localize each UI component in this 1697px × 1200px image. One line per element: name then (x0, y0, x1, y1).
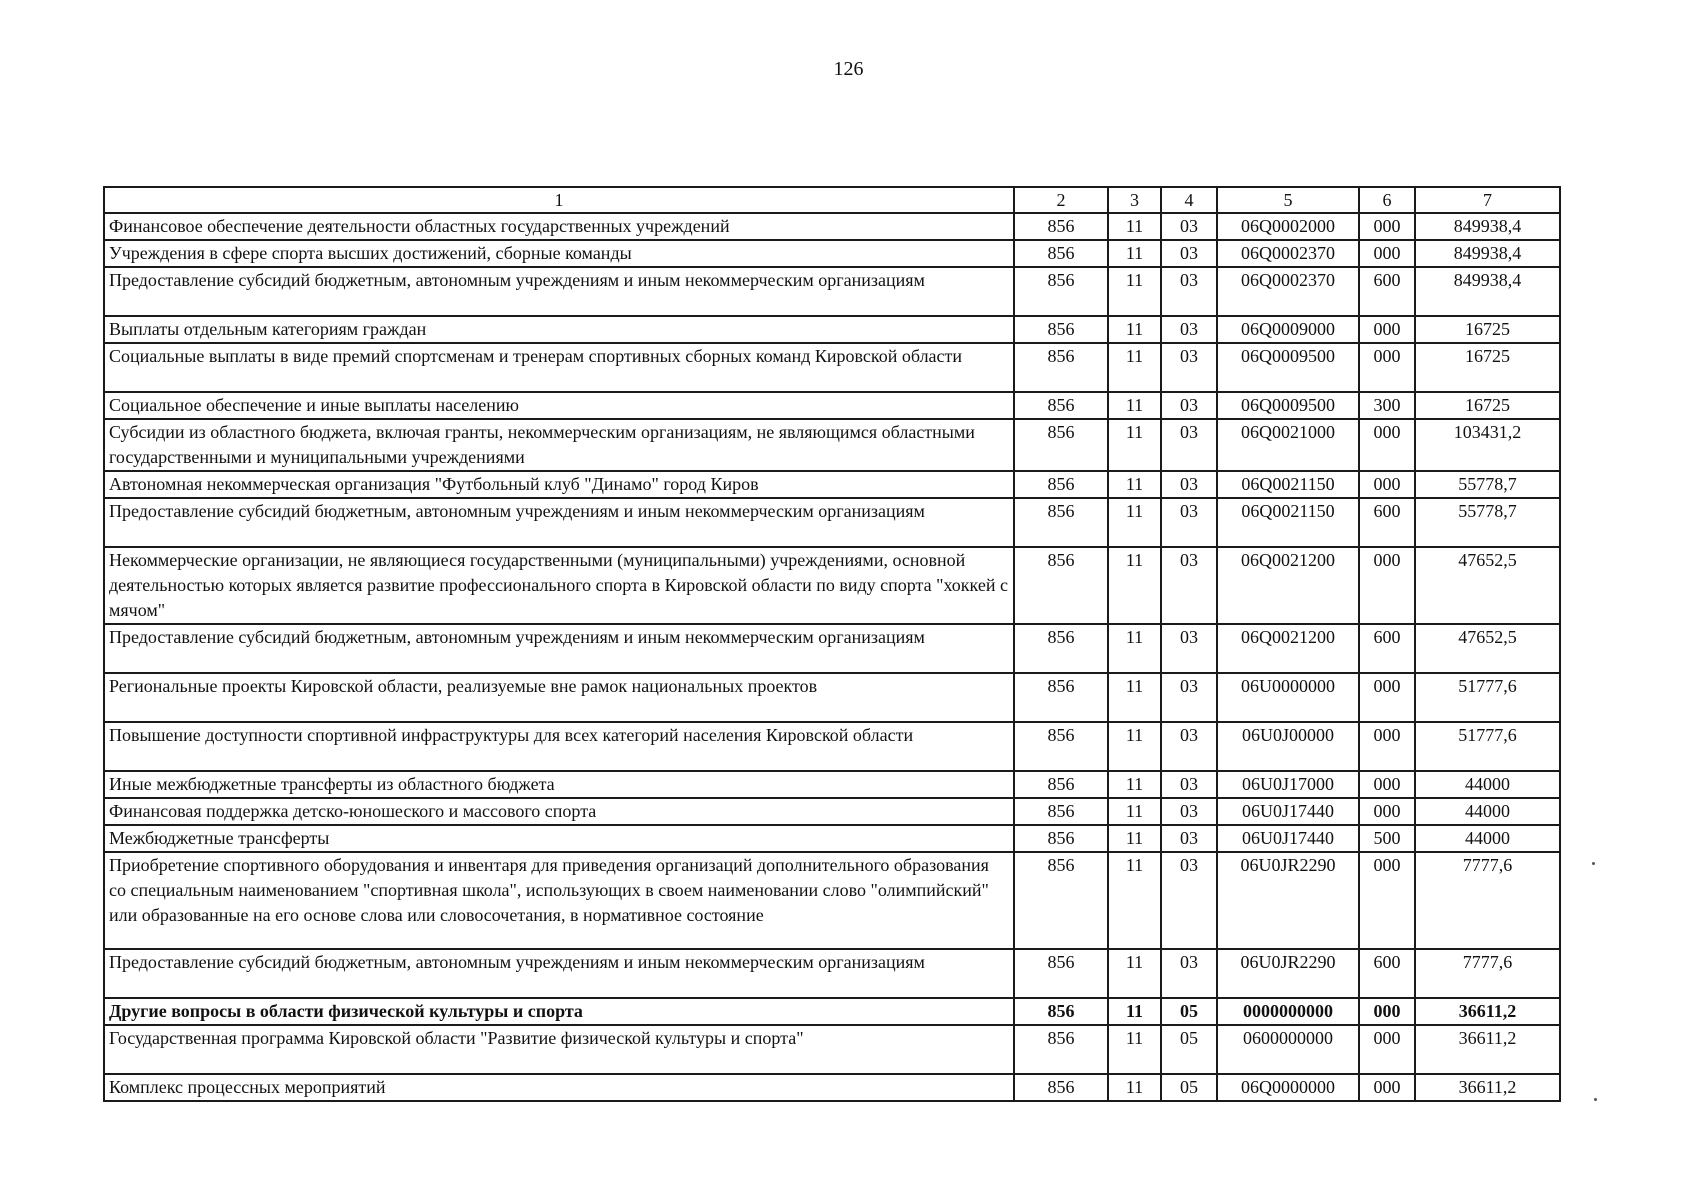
cell-col2: 856 (1014, 852, 1108, 949)
cell-amount: 849938,4 (1415, 267, 1560, 316)
cell-col2: 856 (1014, 949, 1108, 998)
cell-col3: 11 (1108, 547, 1161, 624)
cell-col4: 03 (1161, 316, 1217, 343)
row-name: Повышение доступности спортивной инфраструктуры для всех категорий населения Кировской области (104, 722, 1014, 771)
cell-col6: 600 (1359, 498, 1415, 547)
cell-amount: 36611,2 (1415, 1074, 1560, 1101)
cell-amount: 7777,6 (1415, 852, 1560, 949)
table-row (104, 998, 1560, 1025)
cell-col2: 856 (1014, 825, 1108, 852)
scan-speck (1592, 862, 1595, 865)
cell-col5: 06U0J17440 (1217, 798, 1359, 825)
row-name: Государственная программа Кировской области "Развитие физической культуры и спорта" (104, 1025, 1014, 1074)
row-name: Предоставление субсидий бюджетным, автономным учреждениям и иным некоммерческим организациям (104, 498, 1014, 547)
table-row (104, 419, 1560, 471)
cell-col6: 000 (1359, 852, 1415, 949)
row-name: Межбюджетные трансферты (104, 825, 1014, 852)
table-row (104, 316, 1560, 343)
page-number: 126 (833, 58, 864, 80)
cell-col5: 06Q0000000 (1217, 1074, 1359, 1101)
cell-col3: 11 (1108, 498, 1161, 547)
cell-amount: 55778,7 (1415, 471, 1560, 498)
cell-col2: 856 (1014, 267, 1108, 316)
cell-col2: 856 (1014, 1074, 1108, 1101)
cell-col4: 05 (1161, 1074, 1217, 1101)
cell-col3: 11 (1108, 316, 1161, 343)
cell-col6: 600 (1359, 949, 1415, 998)
cell-col2: 856 (1014, 624, 1108, 673)
row-name: Социальное обеспечение и иные выплаты населению (104, 392, 1014, 419)
cell-col5: 06U0J00000 (1217, 722, 1359, 771)
row-name: Приобретение спортивного оборудования и инвентаря для приведения организаций дополнительного образования со специальным наименованием "спортивная школа", использующих в своем наименовании слово "олимпийский" или образованные на его основе слова или словосочетания, в нормативное состояние (104, 852, 1014, 949)
cell-col2: 856 (1014, 673, 1108, 722)
row-name: Автономная некоммерческая организация "Футбольный клуб "Динамо" город Киров (104, 471, 1014, 498)
cell-col5: 06Q0002370 (1217, 240, 1359, 267)
cell-col5: 0600000000 (1217, 1025, 1359, 1074)
cell-col2: 856 (1014, 392, 1108, 419)
cell-col3: 11 (1108, 624, 1161, 673)
row-name: Финансовое обеспечение деятельности областных государственных учреждений (104, 213, 1014, 240)
table-row (104, 267, 1560, 316)
cell-col2: 856 (1014, 547, 1108, 624)
cell-col3: 11 (1108, 267, 1161, 316)
row-name: Предоставление субсидий бюджетным, автономным учреждениям и иным некоммерческим организациям (104, 267, 1014, 316)
cell-col2: 856 (1014, 240, 1108, 267)
cell-col5: 06U0000000 (1217, 673, 1359, 722)
cell-col4: 03 (1161, 498, 1217, 547)
cell-amount: 7777,6 (1415, 949, 1560, 998)
cell-col4: 03 (1161, 419, 1217, 471)
cell-col4: 05 (1161, 1025, 1217, 1074)
cell-col5: 06Q0009500 (1217, 392, 1359, 419)
cell-col5: 0000000000 (1217, 998, 1359, 1025)
cell-amount: 16725 (1415, 343, 1560, 392)
cell-col2: 856 (1014, 471, 1108, 498)
budget-table (103, 186, 1561, 1102)
cell-col2: 856 (1014, 771, 1108, 798)
cell-col6: 000 (1359, 547, 1415, 624)
cell-col3: 11 (1108, 949, 1161, 998)
cell-col4: 03 (1161, 722, 1217, 771)
cell-col6: 600 (1359, 267, 1415, 316)
table-row (104, 392, 1560, 419)
cell-col3: 11 (1108, 771, 1161, 798)
cell-col5: 06U0JR2290 (1217, 852, 1359, 949)
row-name: Финансовая поддержка детско-юношеского и массового спорта (104, 798, 1014, 825)
row-name: Некоммерческие организации, не являющиеся государственными (муниципальными) учреждениями, основной деятельностью которых является развитие профессионального спорта в Кировской области по виду спорта "хоккей с мячом" (104, 547, 1014, 624)
table-row (104, 498, 1560, 547)
cell-amount: 16725 (1415, 392, 1560, 419)
table-row (104, 825, 1560, 852)
cell-col5: 06Q0021200 (1217, 624, 1359, 673)
cell-col4: 03 (1161, 852, 1217, 949)
cell-amount: 55778,7 (1415, 498, 1560, 547)
row-name: Региональные проекты Кировской области, реализуемые вне рамок национальных проектов (104, 673, 1014, 722)
cell-col3: 11 (1108, 722, 1161, 771)
table-row (104, 771, 1560, 798)
table-row (104, 547, 1560, 624)
row-name: Субсидии из областного бюджета, включая гранты, некоммерческим организациям, не являющимся областными государственными и муниципальными учреждениями (104, 419, 1014, 471)
column-header: 2 (1014, 187, 1108, 213)
cell-col4: 03 (1161, 471, 1217, 498)
cell-col6: 000 (1359, 1025, 1415, 1074)
cell-col2: 856 (1014, 1025, 1108, 1074)
cell-amount: 849938,4 (1415, 240, 1560, 267)
cell-col4: 03 (1161, 343, 1217, 392)
cell-col4: 05 (1161, 998, 1217, 1025)
cell-col3: 11 (1108, 673, 1161, 722)
cell-amount: 36611,2 (1415, 998, 1560, 1025)
cell-col4: 03 (1161, 771, 1217, 798)
cell-col4: 03 (1161, 624, 1217, 673)
cell-col6: 000 (1359, 240, 1415, 267)
row-name: Выплаты отдельным категориям граждан (104, 316, 1014, 343)
cell-col5: 06Q0002370 (1217, 267, 1359, 316)
cell-amount: 47652,5 (1415, 547, 1560, 624)
cell-amount: 44000 (1415, 825, 1560, 852)
cell-col3: 11 (1108, 343, 1161, 392)
row-name: Социальные выплаты в виде премий спортсменам и тренерам спортивных сборных команд Кировской области (104, 343, 1014, 392)
cell-col5: 06Q0021200 (1217, 547, 1359, 624)
table-row (104, 852, 1560, 949)
cell-col2: 856 (1014, 798, 1108, 825)
cell-col4: 03 (1161, 213, 1217, 240)
cell-col4: 03 (1161, 240, 1217, 267)
cell-amount: 103431,2 (1415, 419, 1560, 471)
cell-col3: 11 (1108, 852, 1161, 949)
cell-col6: 500 (1359, 825, 1415, 852)
column-header: 1 (104, 187, 1014, 213)
cell-col4: 03 (1161, 267, 1217, 316)
cell-col3: 11 (1108, 471, 1161, 498)
cell-col6: 000 (1359, 771, 1415, 798)
table-body (104, 213, 1560, 1101)
cell-col3: 11 (1108, 392, 1161, 419)
table-row (104, 1074, 1560, 1101)
table-row (104, 471, 1560, 498)
cell-col4: 03 (1161, 825, 1217, 852)
cell-col3: 11 (1108, 240, 1161, 267)
cell-col6: 000 (1359, 471, 1415, 498)
cell-col3: 11 (1108, 825, 1161, 852)
table-row (104, 673, 1560, 722)
column-header: 3 (1108, 187, 1161, 213)
cell-col2: 856 (1014, 419, 1108, 471)
cell-col6: 000 (1359, 1074, 1415, 1101)
cell-col4: 03 (1161, 392, 1217, 419)
column-header: 4 (1161, 187, 1217, 213)
cell-col3: 11 (1108, 1074, 1161, 1101)
table-row (104, 240, 1560, 267)
cell-col2: 856 (1014, 343, 1108, 392)
cell-amount: 44000 (1415, 771, 1560, 798)
cell-col5: 06Q0021150 (1217, 498, 1359, 547)
cell-col5: 06Q0021150 (1217, 471, 1359, 498)
cell-col6: 000 (1359, 998, 1415, 1025)
header-row (104, 187, 1560, 213)
cell-col3: 11 (1108, 1025, 1161, 1074)
row-name: Иные межбюджетные трансферты из областного бюджета (104, 771, 1014, 798)
table-row (104, 1025, 1560, 1074)
cell-col6: 000 (1359, 316, 1415, 343)
cell-col6: 600 (1359, 624, 1415, 673)
cell-col5: 06Q0009000 (1217, 316, 1359, 343)
cell-col2: 856 (1014, 498, 1108, 547)
cell-col5: 06U0J17440 (1217, 825, 1359, 852)
cell-col5: 06U0J17000 (1217, 771, 1359, 798)
cell-amount: 36611,2 (1415, 1025, 1560, 1074)
row-name: Предоставление субсидий бюджетным, автономным учреждениям и иным некоммерческим организациям (104, 949, 1014, 998)
scan-speck (1594, 1098, 1597, 1101)
table-row (104, 949, 1560, 998)
cell-col6: 000 (1359, 673, 1415, 722)
cell-col6: 000 (1359, 213, 1415, 240)
column-header: 6 (1359, 187, 1415, 213)
cell-col4: 03 (1161, 949, 1217, 998)
cell-col6: 300 (1359, 392, 1415, 419)
table-row (104, 722, 1560, 771)
cell-amount: 51777,6 (1415, 722, 1560, 771)
column-header: 7 (1415, 187, 1560, 213)
table-row (104, 343, 1560, 392)
cell-col5: 06U0JR2290 (1217, 949, 1359, 998)
cell-col4: 03 (1161, 673, 1217, 722)
cell-col4: 03 (1161, 547, 1217, 624)
cell-col2: 856 (1014, 998, 1108, 1025)
cell-col5: 06Q0021000 (1217, 419, 1359, 471)
row-name: Учреждения в сфере спорта высших достижений, сборные команды (104, 240, 1014, 267)
cell-col6: 000 (1359, 798, 1415, 825)
cell-col6: 000 (1359, 419, 1415, 471)
table-row (104, 624, 1560, 673)
row-name: Предоставление субсидий бюджетным, автономным учреждениям и иным некоммерческим организациям (104, 624, 1014, 673)
cell-col5: 06Q0009500 (1217, 343, 1359, 392)
row-name: Комплекс процессных мероприятий (104, 1074, 1014, 1101)
table-row (104, 798, 1560, 825)
cell-col5: 06Q0002000 (1217, 213, 1359, 240)
cell-col3: 11 (1108, 419, 1161, 471)
cell-col6: 000 (1359, 343, 1415, 392)
cell-col2: 856 (1014, 213, 1108, 240)
cell-col4: 03 (1161, 798, 1217, 825)
table-row (104, 213, 1560, 240)
cell-amount: 849938,4 (1415, 213, 1560, 240)
cell-amount: 44000 (1415, 798, 1560, 825)
cell-amount: 51777,6 (1415, 673, 1560, 722)
cell-col6: 000 (1359, 722, 1415, 771)
cell-amount: 47652,5 (1415, 624, 1560, 673)
cell-col3: 11 (1108, 213, 1161, 240)
cell-col3: 11 (1108, 998, 1161, 1025)
cell-amount: 16725 (1415, 316, 1560, 343)
cell-col2: 856 (1014, 316, 1108, 343)
cell-col3: 11 (1108, 798, 1161, 825)
column-header: 5 (1217, 187, 1359, 213)
row-name: Другие вопросы в области физической культуры и спорта (104, 998, 1014, 1025)
cell-col2: 856 (1014, 722, 1108, 771)
